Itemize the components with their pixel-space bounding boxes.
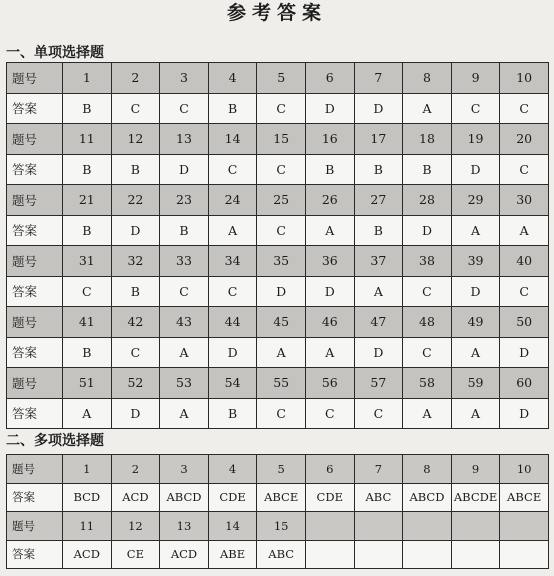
question-number-cell: 1 [63,455,112,484]
answer-row-label: 答案 [7,540,63,569]
question-number-cell: 34 [208,246,257,277]
answer-cell: B [305,154,354,185]
question-number-cell: 20 [500,124,549,155]
answer-cell: C [257,154,306,185]
answer-cell: ABC [354,483,403,512]
question-number-cell: 57 [354,368,403,399]
table-row [7,276,549,307]
question-number-cell: 55 [257,368,306,399]
question-number-cell: 6 [305,455,354,484]
table-row [7,398,549,429]
question-number-cell: 54 [208,368,257,399]
single-choice-heading: 一、单项选择题 [6,45,104,61]
table-row [7,154,549,185]
answer-cell: D [305,276,354,307]
answer-cell: B [63,154,112,185]
question-number-cell: 5 [257,63,306,94]
question-number-row-label: 题号 [7,63,63,94]
question-number-cell: 36 [305,246,354,277]
question-number-cell: 49 [451,307,500,338]
answer-cell: A [451,337,500,368]
answer-cell: A [403,398,452,429]
question-number-cell: 51 [63,368,112,399]
answer-cell: BCD [63,483,112,512]
answer-cell: B [354,215,403,246]
question-number-cell: 46 [305,307,354,338]
question-number-cell: 5 [257,455,306,484]
table-row [7,455,549,484]
answer-cell: C [500,154,549,185]
question-number-cell: 17 [354,124,403,155]
table-row [7,540,549,569]
question-number-cell: 18 [403,124,452,155]
question-number-cell: 7 [354,63,403,94]
answer-cell: A [160,398,209,429]
answer-row-label: 答案 [7,93,63,124]
multiple-choice-body [7,455,549,569]
question-number-cell: 15 [257,512,306,541]
answer-cell [403,540,452,569]
answer-row-label: 答案 [7,337,63,368]
multiple-choice-table [6,454,549,569]
question-number-cell: 23 [160,185,209,216]
table-row [7,63,549,94]
question-number-cell [354,512,403,541]
answer-cell: C [451,93,500,124]
question-number-cell: 42 [111,307,160,338]
answer-cell: D [451,276,500,307]
answer-cell: C [257,398,306,429]
answer-cell: ABCD [403,483,452,512]
answer-cell: D [305,93,354,124]
question-number-cell: 50 [500,307,549,338]
question-number-cell: 15 [257,124,306,155]
answer-cell: B [403,154,452,185]
answer-cell: A [403,93,452,124]
question-number-cell: 41 [63,307,112,338]
question-number-cell: 53 [160,368,209,399]
answer-cell: C [305,398,354,429]
answer-cell: ACD [160,540,209,569]
answer-cell: C [160,276,209,307]
question-number-cell: 25 [257,185,306,216]
question-number-cell: 13 [160,512,209,541]
question-number-cell: 9 [451,63,500,94]
answer-cell: C [111,337,160,368]
question-number-cell: 14 [208,124,257,155]
question-number-row-label: 题号 [7,307,63,338]
answer-cell [500,540,549,569]
question-number-cell: 12 [111,124,160,155]
table-row [7,307,549,338]
answer-cell: ACD [63,540,112,569]
question-number-cell: 8 [403,63,452,94]
question-number-cell: 31 [63,246,112,277]
question-number-cell: 43 [160,307,209,338]
table-row [7,93,549,124]
answer-cell: D [451,154,500,185]
multiple-choice-heading: 二、多项选择题 [6,433,104,449]
question-number-cell: 40 [500,246,549,277]
table-row [7,337,549,368]
question-number-cell: 44 [208,307,257,338]
answer-cell [451,540,500,569]
question-number-cell: 21 [63,185,112,216]
question-number-cell: 45 [257,307,306,338]
answer-cell: B [111,276,160,307]
question-number-cell: 60 [500,368,549,399]
answer-cell: A [208,215,257,246]
question-number-cell: 1 [63,63,112,94]
question-number-cell: 35 [257,246,306,277]
question-number-cell: 4 [208,63,257,94]
question-number-cell: 56 [305,368,354,399]
question-number-cell: 4 [208,455,257,484]
answer-cell: D [208,337,257,368]
answer-cell: C [403,337,452,368]
question-number-cell: 52 [111,368,160,399]
table-row [7,124,549,155]
answer-cell: A [451,398,500,429]
page-title: 参考答案 [226,2,327,24]
answer-cell: D [354,337,403,368]
answer-cell [354,540,403,569]
answer-cell [305,540,354,569]
answer-cell: C [208,276,257,307]
question-number-cell: 7 [354,455,403,484]
answer-cell: C [500,93,549,124]
question-number-row-label: 题号 [7,455,63,484]
answer-cell: D [160,154,209,185]
answer-cell: B [208,93,257,124]
answer-cell: A [257,337,306,368]
question-number-cell: 9 [451,455,500,484]
single-choice-body [7,63,549,429]
question-number-cell: 33 [160,246,209,277]
question-number-cell [305,512,354,541]
answer-cell: C [257,215,306,246]
answer-cell: B [63,93,112,124]
answer-cell: A [305,337,354,368]
answer-cell: D [111,215,160,246]
table-row [7,246,549,277]
question-number-cell: 24 [208,185,257,216]
question-number-cell: 14 [208,512,257,541]
question-number-cell: 3 [160,63,209,94]
table-row [7,185,549,216]
question-number-cell [403,512,452,541]
question-number-cell: 10 [500,455,549,484]
answer-cell: B [63,215,112,246]
question-number-cell: 10 [500,63,549,94]
question-number-cell: 16 [305,124,354,155]
answer-row-label: 答案 [7,215,63,246]
question-number-cell [500,512,549,541]
question-number-cell: 19 [451,124,500,155]
answer-row-label: 答案 [7,483,63,512]
question-number-cell: 58 [403,368,452,399]
answer-cell: CDE [208,483,257,512]
question-number-cell: 2 [111,455,160,484]
answer-row-label: 答案 [7,276,63,307]
question-number-cell: 38 [403,246,452,277]
question-number-cell: 28 [403,185,452,216]
question-number-cell: 39 [451,246,500,277]
question-number-cell: 11 [63,124,112,155]
question-number-cell [451,512,500,541]
question-number-cell: 2 [111,63,160,94]
answer-cell: C [257,93,306,124]
answer-cell: C [63,276,112,307]
answer-cell: ABC [257,540,306,569]
question-number-row-label: 题号 [7,185,63,216]
question-number-row-label: 题号 [7,368,63,399]
question-number-cell: 48 [403,307,452,338]
answer-cell: D [257,276,306,307]
question-number-cell: 8 [403,455,452,484]
answer-cell: B [160,215,209,246]
question-number-cell: 12 [111,512,160,541]
answer-cell: CDE [305,483,354,512]
table-row [7,368,549,399]
question-number-cell: 26 [305,185,354,216]
single-choice-table [6,62,549,429]
answer-cell: D [403,215,452,246]
answer-cell: C [354,398,403,429]
answer-cell: ACD [111,483,160,512]
answer-cell: ABCE [500,483,549,512]
answer-cell: A [63,398,112,429]
question-number-row-label: 题号 [7,512,63,541]
answer-cell: ABCE [257,483,306,512]
question-number-cell: 30 [500,185,549,216]
question-number-cell: 22 [111,185,160,216]
question-number-row-label: 题号 [7,246,63,277]
answer-cell: D [111,398,160,429]
table-row [7,215,549,246]
question-number-cell: 59 [451,368,500,399]
answer-cell: ABE [208,540,257,569]
answer-row-label: 答案 [7,154,63,185]
question-number-cell: 37 [354,246,403,277]
answer-cell: D [354,93,403,124]
answer-cell: C [403,276,452,307]
answer-cell: ABCDE [451,483,500,512]
question-number-cell: 11 [63,512,112,541]
answer-cell: D [500,337,549,368]
answer-row-label: 答案 [7,398,63,429]
question-number-cell: 6 [305,63,354,94]
answer-cell: ABCD [160,483,209,512]
table-row [7,512,549,541]
answer-cell: A [500,215,549,246]
question-number-cell: 27 [354,185,403,216]
answer-cell: A [160,337,209,368]
question-number-cell: 32 [111,246,160,277]
answer-cell: B [354,154,403,185]
answer-cell: C [208,154,257,185]
question-number-cell: 29 [451,185,500,216]
answer-cell: C [160,93,209,124]
answer-cell: B [63,337,112,368]
answer-cell: A [305,215,354,246]
answer-cell: A [354,276,403,307]
answer-cell: CE [111,540,160,569]
answer-cell: C [111,93,160,124]
question-number-cell: 3 [160,455,209,484]
question-number-cell: 13 [160,124,209,155]
answer-cell: A [451,215,500,246]
answer-cell: B [208,398,257,429]
answer-cell: D [500,398,549,429]
table-row [7,483,549,512]
question-number-cell: 47 [354,307,403,338]
question-number-row-label: 题号 [7,124,63,155]
answer-cell: C [500,276,549,307]
answer-cell: B [111,154,160,185]
